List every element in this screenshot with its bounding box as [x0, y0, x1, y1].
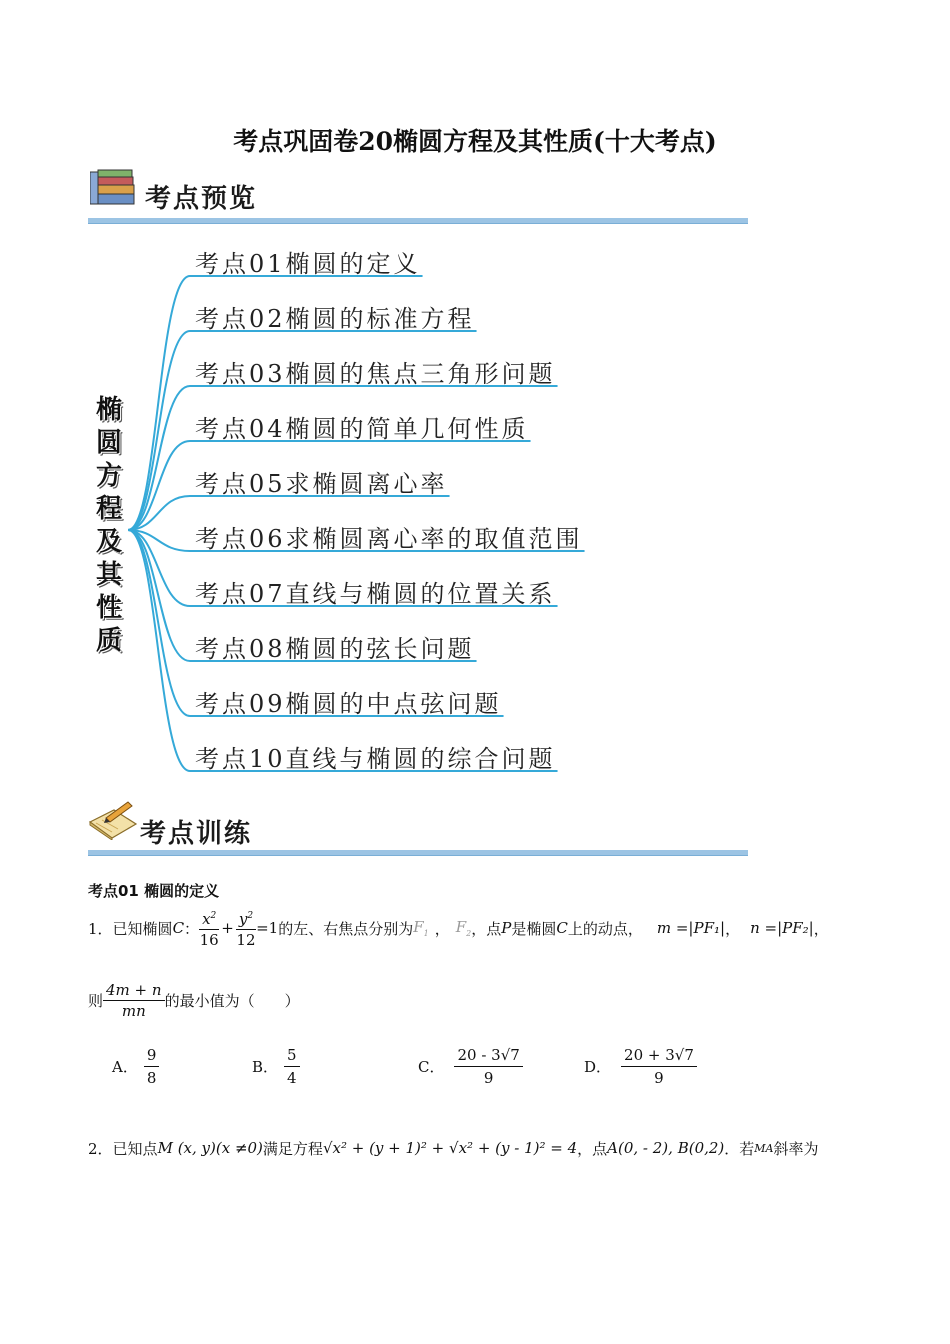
notebook-pencil-icon: [88, 798, 138, 840]
mindmap-center-label: 椭 圆 方 程 及 其 性 质: [95, 395, 122, 656]
mindmap-item: 考点06求椭圆离心率的取值范围: [195, 525, 583, 553]
mindmap-item: 考点02椭圆的标准方程: [195, 305, 475, 333]
preview-header: 考点预览: [145, 184, 258, 214]
mindmap-item: 考点07直线与椭圆的位置关系: [195, 580, 556, 608]
question-number: 1．: [88, 919, 113, 938]
question-number: 2．: [88, 1139, 113, 1158]
mindmap-item: 考点05求椭圆离心率: [195, 470, 448, 498]
fraction-y2-12: $\frac{y^2}{12}$: [236, 906, 256, 950]
mindmap-item: 考点09椭圆的中点弦问题: [195, 690, 502, 718]
question-1: 1． 已知椭圆 C ： $\frac{x^2}{16}$ + $\frac{y^2}{12}$ =1 的左、右焦点分别为 $F_1$ ， $F_2$ ，点 P 是椭圆 C 上的动点， m =|PF₁| ， n =|PF₂| ，: [88, 903, 829, 953]
option-a[interactable]: A． 9 8: [112, 1042, 159, 1090]
mindmap-branch: [128, 386, 558, 530]
section-title: 考点01 椭圆的定义: [88, 882, 220, 900]
option-d[interactable]: D． 20 + 3√7 9: [584, 1042, 697, 1090]
fraction-x2-16: $\frac{x^2}{16}$: [199, 906, 219, 950]
mindmap-item: 考点01椭圆的定义: [195, 250, 421, 278]
mindmap-item: 考点08椭圆的弦长问题: [195, 635, 475, 663]
option-c[interactable]: C． 20 - 3√7 9: [418, 1042, 523, 1090]
mindmap-item: 考点10直线与椭圆的综合问题: [195, 745, 556, 773]
mindmap-item: 考点03椭圆的焦点三角形问题: [195, 360, 556, 388]
fraction-4mn-mn: $\frac{4m + n}{mn}$: [103, 980, 165, 1021]
option-b[interactable]: B． 5 4: [252, 1042, 300, 1090]
mindmap-item: 考点04椭圆的简单几何性质: [195, 415, 529, 443]
question-1-cont: 则 $\frac{4m + n}{mn}$ 的最小值为（ ）: [88, 980, 300, 1020]
training-header: 考点训练: [140, 819, 253, 849]
page-title: 考点巩固卷20椭圆方程及其性质(十大考点): [233, 127, 717, 156]
question-2: 2． 已知点 M (x, y)(x ≠0) 满足方程 √x² + (y + 1)² + √x² + (y - 1)² = 4 ，点 A(0, - 2), B(0,2) ．若 MA 斜率为: [88, 1139, 819, 1158]
training-divider: [88, 850, 748, 856]
